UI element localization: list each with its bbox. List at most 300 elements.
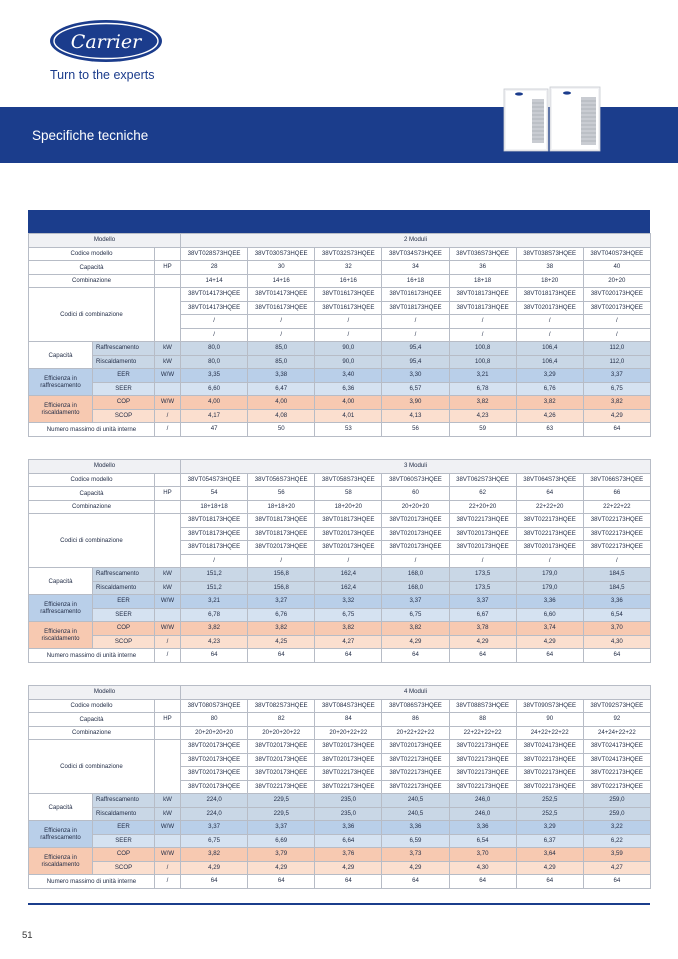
max-units-value: 64 [382,875,449,889]
combination-code: / [248,328,315,342]
hp-value: 40 [583,261,650,275]
unit-cell [155,500,181,514]
capacity-cooling: 156,8 [248,568,315,582]
spec-table [28,233,651,437]
eer-value: 3,22 [583,821,650,835]
combination-code: 38VT020173HQEE [315,740,382,754]
label-codici: Codici di combinazione [29,740,155,794]
combination-code: / [315,315,382,329]
unit-cell [155,274,181,288]
row-max-units [29,423,651,437]
label-raff: Raffrescamento [93,342,155,356]
capacity-heating: 240,5 [382,807,449,821]
combination-code: 38VT020173HQEE [181,753,248,767]
capacity-heating: 106,4 [516,355,583,369]
unit-cell [155,288,181,342]
label-eff-risc: Efficienza in riscaldamento [29,622,93,649]
capacity-cooling: 112,0 [583,342,650,356]
scop-value: 4,25 [248,635,315,649]
combination-code: 38VT020173HQEE [248,753,315,767]
capacity-heating: 156,8 [248,581,315,595]
combination-code: / [516,315,583,329]
seer-value: 6,47 [248,382,315,396]
scop-value: 4,29 [516,635,583,649]
seer-value: 6,67 [449,608,516,622]
combination-code: / [583,328,650,342]
row-max-units [29,649,651,663]
eer-value: 3,36 [382,821,449,835]
combination-code: / [449,554,516,568]
capacity-cooling: 85,0 [248,342,315,356]
label-eff-raff: Efficienza in raffrescamento [29,595,93,622]
hp-value: 84 [315,713,382,727]
row-combinazione [29,500,651,514]
hp-value: 28 [181,261,248,275]
combination-code: / [583,554,650,568]
capacity-cooling: 168,0 [382,568,449,582]
eer-value: 3,29 [516,821,583,835]
group-title: 3 Moduli [181,460,651,474]
seer-value: 6,22 [583,834,650,848]
model-code: 38VT028S73HQEE [181,247,248,261]
capacity-heating: 112,0 [583,355,650,369]
eer-value: 3,36 [516,595,583,609]
capacity-cooling: 173,5 [449,568,516,582]
combination-code: / [315,554,382,568]
row-codici [29,514,651,528]
unit-cell [155,608,181,622]
outdoor-units-image [502,85,602,153]
hp-value: 60 [382,487,449,501]
capacity-cooling: 246,0 [449,794,516,808]
label-codice: Codice modello [29,247,155,261]
max-units-value: 64 [382,649,449,663]
unit-slash: / [155,409,181,423]
combination-code: / [181,328,248,342]
label-modello: Modello [29,234,181,248]
combination-code: 38VT018173HQEE [248,514,315,528]
scop-value: 4,29 [516,861,583,875]
scop-value: 4,29 [449,635,516,649]
eer-value: 3,38 [248,369,315,383]
label-num-max: Numero massimo di unità interne [29,423,155,437]
combination-code: / [248,315,315,329]
cop-value: 3,82 [315,622,382,636]
unit-ww: W/W [155,622,181,636]
capacity-cooling: 235,0 [315,794,382,808]
label-eer: EER [93,595,155,609]
capacity-heating: 173,5 [449,581,516,595]
combination-code: 38VT016173HQEE [315,288,382,302]
combination-code: 38VT020173HQEE [248,541,315,555]
unit-cell [155,473,181,487]
combination-code: 38VT018173HQEE [449,301,516,315]
capacity-cooling: 95,4 [382,342,449,356]
eer-value: 3,21 [449,369,516,383]
combination-code: / [516,328,583,342]
cop-value: 3,90 [382,396,449,410]
unit-kw: kW [155,794,181,808]
row-modello [29,234,651,248]
unit-cell [155,514,181,568]
label-seer: SEER [93,608,155,622]
seer-value: 6,60 [516,608,583,622]
max-units-value: 64 [248,875,315,889]
combination-value: 14+14 [181,274,248,288]
combination-code: 38VT022173HQEE [248,780,315,794]
combination-value: 24+24+22+22 [583,726,650,740]
unit-slash: / [155,635,181,649]
scop-value: 4,29 [181,861,248,875]
row-cap-raff [29,342,651,356]
combination-code: 38VT022173HQEE [516,780,583,794]
hp-value: 56 [248,487,315,501]
combination-code: 38VT022173HQEE [315,767,382,781]
tagline: Turn to the experts [50,68,155,82]
combination-code: 38VT022173HQEE [315,780,382,794]
model-code: 38VT084S73HQEE [315,699,382,713]
label-raff: Raffrescamento [93,568,155,582]
label-eff-risc: Efficienza in riscaldamento [29,396,93,423]
cop-value: 3,82 [181,848,248,862]
unit-kw: kW [155,568,181,582]
hp-value: 38 [516,261,583,275]
scop-value: 4,17 [181,409,248,423]
combination-code: 38VT020173HQEE [449,527,516,541]
combination-code: 38VT014173HQEE [248,288,315,302]
hp-value: 62 [449,487,516,501]
max-units-value: 50 [248,423,315,437]
row-seer [29,382,651,396]
combination-code: 38VT022173HQEE [516,767,583,781]
label-capacita-kw: Capacità [29,794,93,821]
group-title: 2 Moduli [181,234,651,248]
combination-value: 20+20+22+22 [315,726,382,740]
label-capacita-kw: Capacità [29,568,93,595]
page-number: 51 [22,930,33,941]
row-cap-raff [29,568,651,582]
label-cop: COP [93,622,155,636]
combination-code: 38VT020173HQEE [382,740,449,754]
hp-value: 90 [516,713,583,727]
label-codice: Codice modello [29,699,155,713]
seer-value: 6,54 [449,834,516,848]
label-num-max: Numero massimo di unità interne [29,875,155,889]
label-eff-risc: Efficienza in riscaldamento [29,848,93,875]
cop-value: 3,78 [449,622,516,636]
combination-code: 38VT018173HQEE [315,514,382,528]
combination-code: 38VT020173HQEE [382,514,449,528]
seer-value: 6,36 [315,382,382,396]
label-combinazione: Combinazione [29,500,155,514]
combination-code: 38VT022173HQEE [583,767,650,781]
model-code: 38VT092S73HQEE [583,699,650,713]
combination-code: 38VT024173HQEE [583,740,650,754]
eer-value: 3,36 [449,821,516,835]
combination-value: 14+16 [248,274,315,288]
capacity-heating: 235,0 [315,807,382,821]
combination-value: 16+16 [315,274,382,288]
combination-code: 38VT018173HQEE [181,514,248,528]
cop-value: 3,70 [449,848,516,862]
seer-value: 6,76 [516,382,583,396]
combination-code: 38VT020173HQEE [248,767,315,781]
combination-code: 38VT018173HQEE [516,288,583,302]
scop-value: 4,26 [516,409,583,423]
seer-value: 6,75 [181,834,248,848]
scop-value: 4,27 [315,635,382,649]
combination-code: 38VT018173HQEE [449,288,516,302]
combination-value: 20+20+20+20 [181,726,248,740]
hp-value: 92 [583,713,650,727]
label-risc: Riscaldamento [93,355,155,369]
hp-value: 82 [248,713,315,727]
seer-value: 6,60 [181,382,248,396]
combination-code: 38VT024173HQEE [583,753,650,767]
row-cap-risc [29,807,651,821]
eer-value: 3,37 [181,821,248,835]
max-units-value: 59 [449,423,516,437]
combination-code: 38VT020173HQEE [382,541,449,555]
capacity-heating: 252,5 [516,807,583,821]
scop-value: 4,13 [382,409,449,423]
combination-code: / [382,328,449,342]
combination-code: 38VT022173HQEE [583,514,650,528]
model-code: 38VT030S73HQEE [248,247,315,261]
table-header-bar [28,210,650,233]
label-codici: Codici di combinazione [29,288,155,342]
cop-value: 3,70 [583,622,650,636]
max-units-value: 64 [516,649,583,663]
seer-value: 6,54 [583,608,650,622]
combination-code: / [382,554,449,568]
capacity-cooling: 100,8 [449,342,516,356]
label-modello: Modello [29,686,181,700]
cop-value: 3,82 [583,396,650,410]
scop-value: 4,08 [248,409,315,423]
max-units-value: 64 [315,875,382,889]
row-cop [29,848,651,862]
max-units-value: 64 [583,649,650,663]
spec-table [28,685,651,889]
unit-slash: / [155,423,181,437]
row-cap-raff [29,794,651,808]
max-units-value: 64 [248,649,315,663]
model-code: 38VT054S73HQEE [181,473,248,487]
seer-value: 6,76 [248,608,315,622]
capacity-cooling: 229,5 [248,794,315,808]
cop-value: 3,79 [248,848,315,862]
combination-code: 38VT022173HQEE [449,753,516,767]
combination-value: 18+20 [516,274,583,288]
combination-code: / [315,328,382,342]
cop-value: 3,76 [315,848,382,862]
label-scop: SCOP [93,861,155,875]
unit-slash: / [155,649,181,663]
row-codice [29,247,651,261]
row-cap-risc [29,581,651,595]
eer-value: 3,30 [382,369,449,383]
combination-value: 24+22+22+22 [516,726,583,740]
combination-code: 38VT022173HQEE [583,780,650,794]
label-eff-raff: Efficienza in raffrescamento [29,369,93,396]
row-capacita-hp [29,487,651,501]
capacity-cooling: 184,5 [583,568,650,582]
hp-value: 34 [382,261,449,275]
combination-code: 38VT018173HQEE [181,527,248,541]
seer-value: 6,64 [315,834,382,848]
capacity-heating: 90,0 [315,355,382,369]
capacity-heating: 179,0 [516,581,583,595]
combination-code: / [181,554,248,568]
combination-value: 16+18 [382,274,449,288]
row-codici [29,740,651,754]
cop-value: 3,82 [516,396,583,410]
capacity-heating: 168,0 [382,581,449,595]
label-capacita: Capacità [29,487,155,501]
hp-value: 86 [382,713,449,727]
combination-code: 38VT020173HQEE [516,541,583,555]
cop-value: 3,74 [516,622,583,636]
unit-ww: W/W [155,369,181,383]
capacity-cooling: 151,2 [181,568,248,582]
scop-value: 4,29 [583,409,650,423]
row-combinazione [29,274,651,288]
label-modello: Modello [29,460,181,474]
model-code: 38VT088S73HQEE [449,699,516,713]
combination-code: 38VT020173HQEE [315,541,382,555]
row-eer [29,369,651,383]
table-bottom-rule [28,903,650,905]
seer-value: 6,57 [382,382,449,396]
unit-cell [155,382,181,396]
capacity-cooling: 106,4 [516,342,583,356]
cop-value: 3,64 [516,848,583,862]
combination-code: 38VT024173HQEE [516,740,583,754]
banner-title: Specifiche tecniche [32,128,149,143]
combination-code: / [449,315,516,329]
max-units-value: 64 [583,875,650,889]
combination-code: / [449,328,516,342]
cop-value: 3,82 [248,622,315,636]
label-cop: COP [93,848,155,862]
scop-value: 4,27 [583,861,650,875]
combination-code: 38VT022173HQEE [516,753,583,767]
capacity-heating: 224,0 [181,807,248,821]
combination-code: 38VT020173HQEE [248,740,315,754]
label-risc: Riscaldamento [93,581,155,595]
model-code: 38VT040S73HQEE [583,247,650,261]
scop-value: 4,29 [248,861,315,875]
max-units-value: 64 [516,875,583,889]
label-num-max: Numero massimo di unità interne [29,649,155,663]
model-code: 38VT064S73HQEE [516,473,583,487]
label-codici: Codici di combinazione [29,514,155,568]
hp-value: 32 [315,261,382,275]
unit-cell [155,834,181,848]
scop-value: 4,23 [181,635,248,649]
combination-value: 20+20 [583,274,650,288]
row-seer [29,834,651,848]
combination-code: / [516,554,583,568]
unit-kw: kW [155,807,181,821]
combination-code: 38VT022173HQEE [382,780,449,794]
capacity-heating: 85,0 [248,355,315,369]
label-cop: COP [93,396,155,410]
combination-code: 38VT018173HQEE [181,541,248,555]
capacity-cooling: 252,5 [516,794,583,808]
combination-code: / [583,315,650,329]
unit-ww: W/W [155,396,181,410]
model-code: 38VT056S73HQEE [248,473,315,487]
row-scop [29,635,651,649]
hp-value: 88 [449,713,516,727]
carrier-logo [48,18,164,64]
unit-kw: kW [155,342,181,356]
capacity-cooling: 179,0 [516,568,583,582]
combination-code: 38VT020173HQEE [583,288,650,302]
combination-value: 18+20+20 [315,500,382,514]
label-scop: SCOP [93,635,155,649]
combination-code: 38VT022173HQEE [583,527,650,541]
combination-value: 20+22+22+22 [382,726,449,740]
combination-code: 38VT020173HQEE [315,753,382,767]
scop-value: 4,30 [583,635,650,649]
max-units-value: 64 [449,649,516,663]
label-eer: EER [93,821,155,835]
label-scop: SCOP [93,409,155,423]
scop-value: 4,23 [449,409,516,423]
combination-code: 38VT022173HQEE [382,767,449,781]
row-scop [29,861,651,875]
unit-ww: W/W [155,821,181,835]
label-capacita: Capacità [29,713,155,727]
combination-code: 38VT022173HQEE [516,514,583,528]
max-units-value: 64 [181,875,248,889]
capacity-heating: 162,4 [315,581,382,595]
capacity-heating: 229,5 [248,807,315,821]
unit-cell [155,726,181,740]
seer-value: 6,69 [248,834,315,848]
combination-code: 38VT022173HQEE [449,767,516,781]
seer-value: 6,78 [449,382,516,396]
model-code: 38VT036S73HQEE [449,247,516,261]
row-scop [29,409,651,423]
unit-hp: HP [155,487,181,501]
row-combinazione [29,726,651,740]
model-code: 38VT034S73HQEE [382,247,449,261]
model-code: 38VT058S73HQEE [315,473,382,487]
row-codice [29,473,651,487]
capacity-cooling: 80,0 [181,342,248,356]
capacity-heating: 184,5 [583,581,650,595]
combination-code: 38VT022173HQEE [583,541,650,555]
max-units-value: 63 [516,423,583,437]
label-combinazione: Combinazione [29,274,155,288]
capacity-heating: 259,0 [583,807,650,821]
unit-ww: W/W [155,595,181,609]
combination-code: / [181,315,248,329]
combination-code: 38VT020173HQEE [583,301,650,315]
capacity-cooling: 162,4 [315,568,382,582]
hp-value: 80 [181,713,248,727]
combination-code: 38VT016173HQEE [382,288,449,302]
label-raff: Raffrescamento [93,794,155,808]
combination-code: 38VT016173HQEE [315,301,382,315]
capacity-heating: 100,8 [449,355,516,369]
row-seer [29,608,651,622]
eer-value: 3,36 [315,821,382,835]
